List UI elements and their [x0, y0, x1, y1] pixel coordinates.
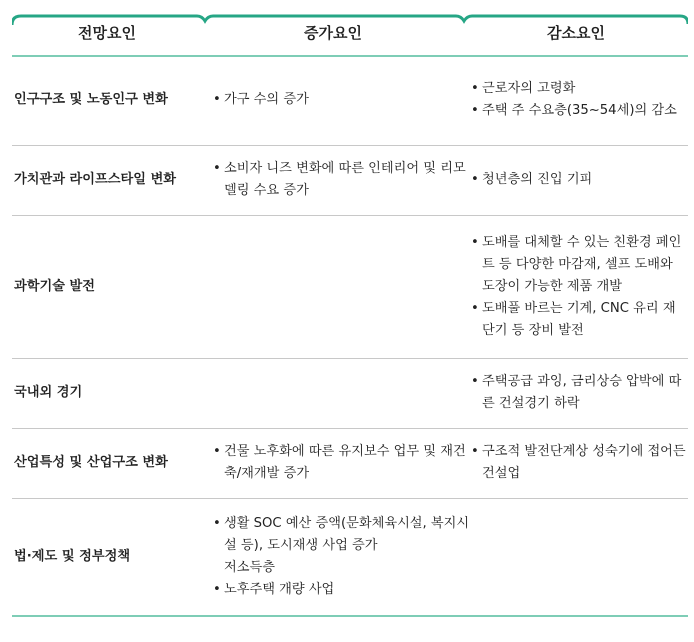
row-factor: 법·제도 및 정부정책: [14, 548, 131, 564]
row-decrease: [470, 56, 688, 145]
row-decrease: [470, 358, 688, 428]
header-increase: 증가요인: [304, 24, 362, 42]
row-increase: [212, 56, 470, 145]
table-row: [12, 428, 688, 498]
row-increase: [212, 145, 470, 215]
row-increase: [212, 358, 470, 428]
list-item: • 도배를 대체할 수 있는 친환경 페인트 등 다양한 마감재, 셀프 도배와 도장이 가능한 제품 개발: [470, 232, 688, 298]
list-item: • 구조적 발전단계상 성숙기에 접어든 건설업: [470, 441, 688, 485]
factor-table: [12, 56, 688, 617]
table-row: [12, 498, 688, 616]
row-factor: 가치관과 라이프스타일 변화: [14, 172, 177, 187]
list-item: • 건물 노후화에 따른 유지보수 업무 및 재건축/재개발 증가: [212, 441, 470, 485]
row-increase: [212, 498, 470, 616]
row-factor: 산업특성 및 산업구조 변화: [14, 455, 168, 470]
list-item: • 청년층의 진입 기피: [470, 169, 688, 191]
list-item: • 노후주택 개량 사업: [212, 579, 470, 601]
row-decrease: [470, 215, 688, 358]
row-decrease: [470, 145, 688, 215]
row-factor: 국내외 경기: [14, 385, 83, 400]
table-row: [12, 56, 688, 145]
list-item: • 가구 수의 증가: [212, 89, 470, 111]
header-factor: 전망요인: [78, 24, 136, 42]
list-item: • 소비자 니즈 변화에 따른 인테리어 및 리모델링 수요 증가: [212, 158, 470, 202]
row-decrease: [470, 498, 688, 616]
table-row: [12, 145, 688, 215]
list-item: • 주택 주 수요층(35~54세)의 감소: [470, 100, 688, 122]
header-decrease: 감소요인: [547, 24, 605, 42]
row-factor: 인구구조 및 노동인구 변화: [14, 92, 168, 108]
row-factor: 과학기술 발전: [14, 278, 96, 294]
list-item: • 근로자의 고령화: [470, 78, 688, 100]
list-item: 저소득층: [224, 559, 275, 575]
list-item: • 주택공급 과잉, 금리상승 압박에 따른 건설경기 하락: [470, 371, 688, 415]
row-increase: [212, 428, 470, 498]
list-item: • 생활 SOC 예산 증액(문화체육시설, 복지시설 등), 도시재생 사업 증가: [212, 513, 470, 557]
table-row: [12, 215, 688, 358]
row-decrease: [470, 428, 688, 498]
table-row: [12, 358, 688, 428]
row-increase: [212, 215, 470, 358]
list-item: • 도배풀 바르는 기계, CNC 유리 재단기 등 장비 발전: [470, 298, 688, 342]
